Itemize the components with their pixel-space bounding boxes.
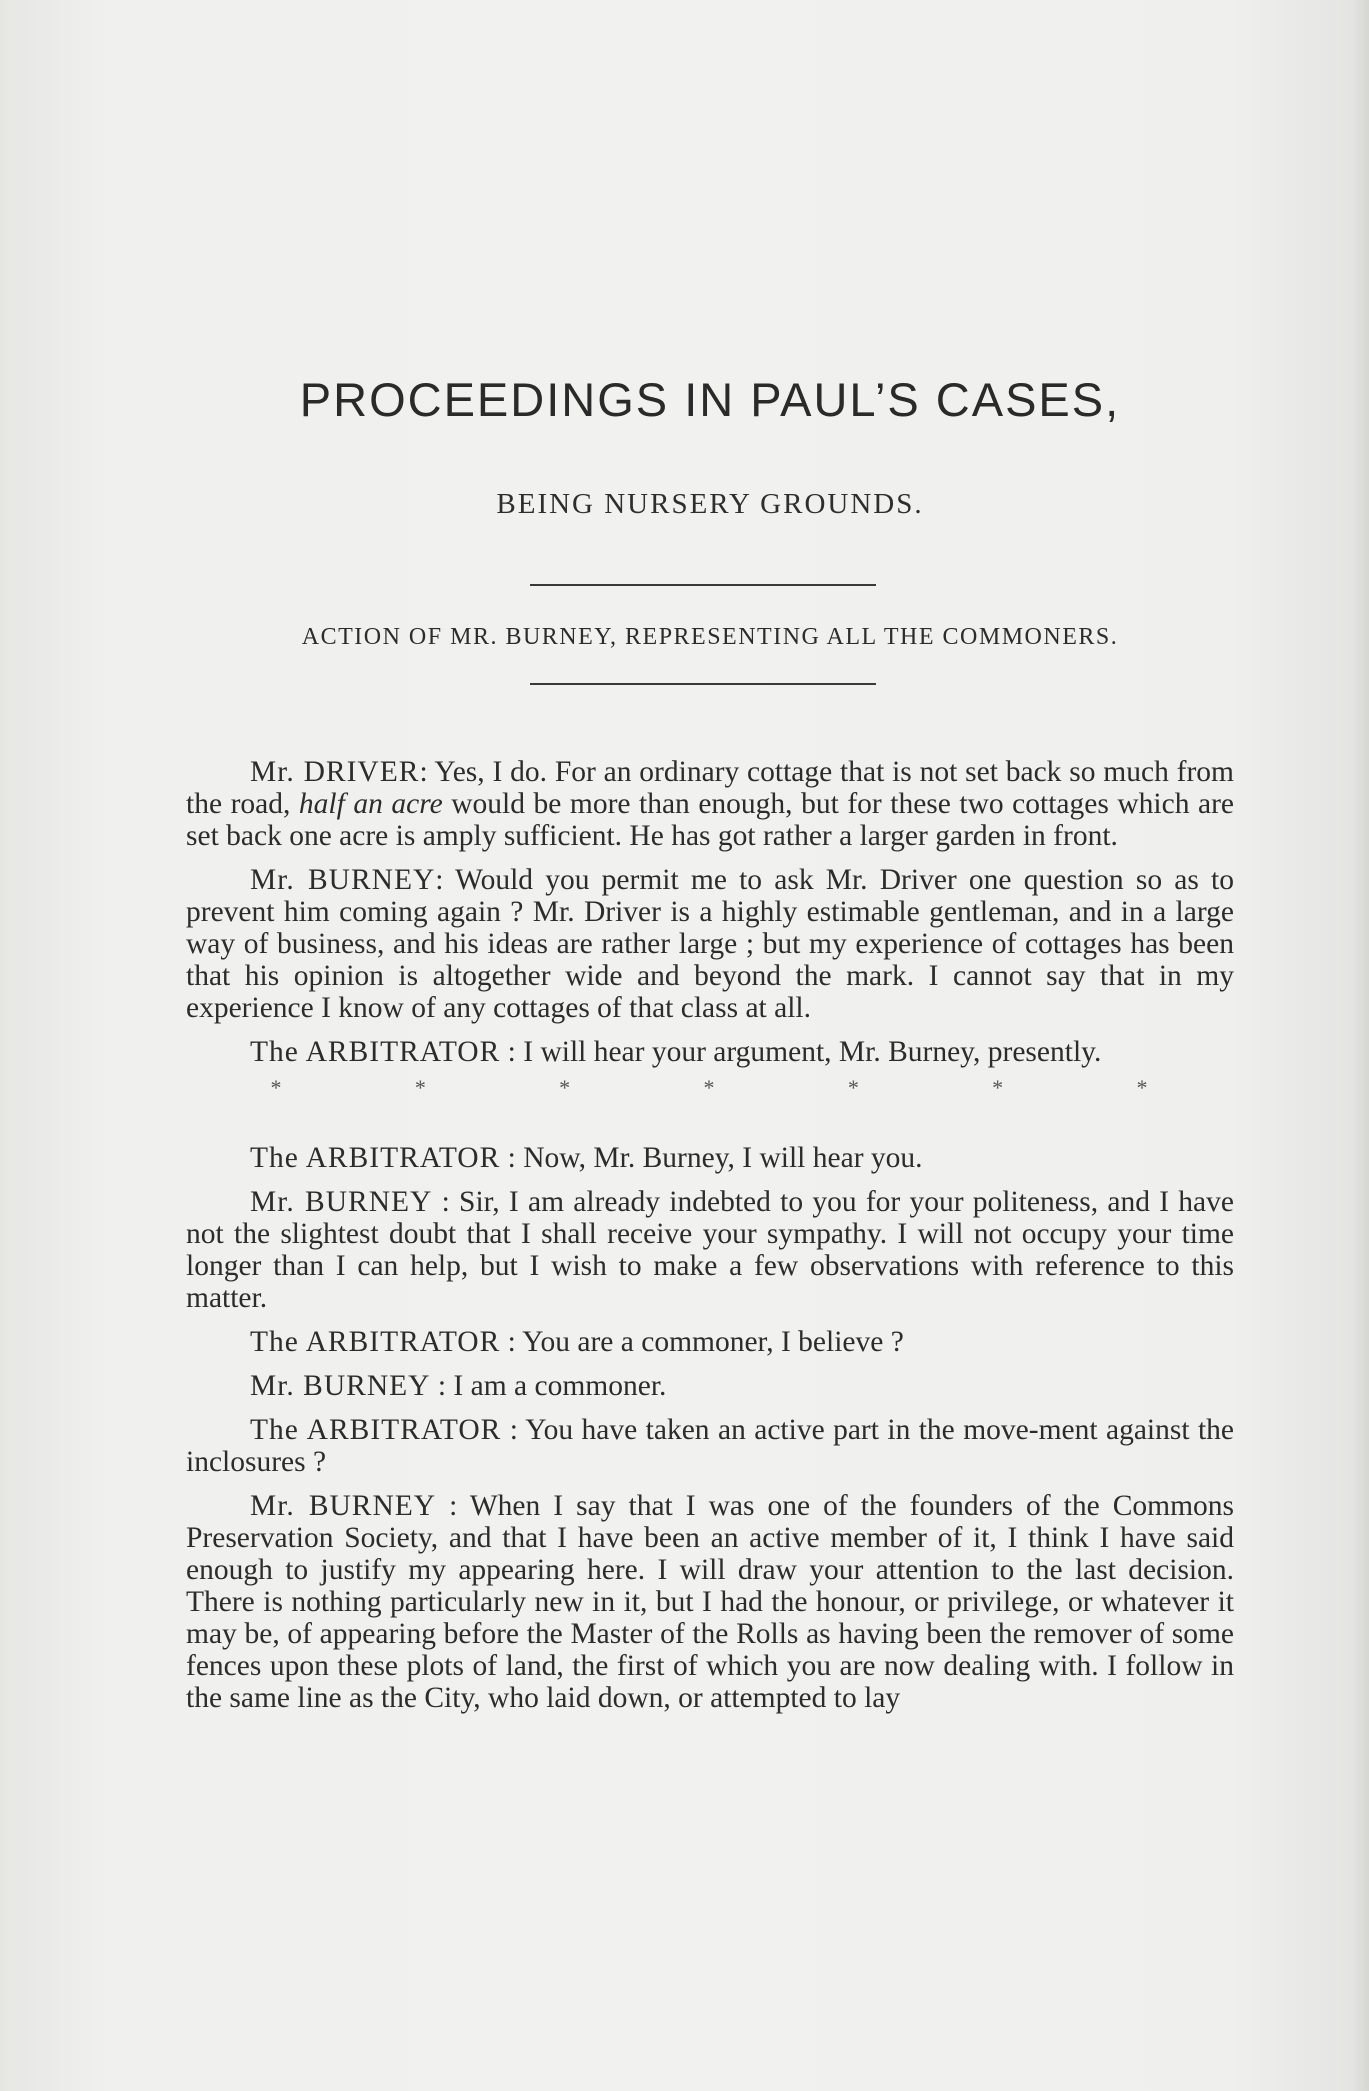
- speaker-name: Mr. BURNEY: [250, 1370, 431, 1402]
- asterisk: *: [703, 1075, 715, 1100]
- document-title: PROCEEDINGS IN PAUL’S CASES,: [299, 373, 1121, 426]
- asterisk: *: [414, 1075, 426, 1100]
- paragraph: [186, 1036, 1234, 1068]
- paragraph-text: : Yes, I do. For an ordinary cottage that is not set back so much from the road,: [186, 756, 1234, 820]
- paragraph-text: would be more than enough, but for these two cottages which are set back one acre is amply sufficient. He has got rather a larger garden in front.: [186, 788, 1234, 852]
- asterisk: *: [992, 1075, 1004, 1100]
- asterisk: *: [270, 1075, 282, 1100]
- paragraph-text: : When I say that I was one of the founders of the Commons Preservation Society, and that I have been an active member of it, I think I have said enough to justify my appearing here. I will draw your attention to the last decision. There is nothing particularly new in it, but I had the honour, or privilege, or whatever it may be, of appearing before the Master of the Rolls as having been the remover of some fences upon these plots of land, the first of which you are now dealing with. I follow in the same line as the City, who laid down, or attempted to lay: [186, 1490, 1234, 1714]
- paragraph: [186, 1370, 1234, 1402]
- paragraph-text: : I am a commoner.: [430, 1370, 667, 1402]
- paragraph: [186, 1186, 1234, 1314]
- paragraph: [186, 1142, 1234, 1174]
- section-separator: [186, 1072, 1234, 1104]
- document-subtitle: BEING NURSERY GROUNDS.: [496, 488, 924, 520]
- paragraph: [186, 864, 1234, 1024]
- paragraph-text: : You are a commoner, I believe ?: [500, 1326, 904, 1358]
- speaker-name: Mr. DRIVER: [250, 756, 420, 788]
- speaker-name: The ARBITRATOR: [250, 1414, 502, 1446]
- asterisk: *: [559, 1075, 571, 1100]
- speaker-name: The ARBITRATOR: [250, 1326, 501, 1358]
- paragraph-text: : I will hear your argument, Mr. Burney, presently.: [500, 1036, 1102, 1068]
- paragraph: [186, 1414, 1234, 1478]
- top-rule: [530, 584, 876, 586]
- paragraph-text: : Sir, I am already indebted to you for your politeness, and I have not the slightest doubt that I shall receive your sympathy. I will not occupy your time longer than I can help, but I wish to make a few observations with reference to this matter.: [186, 1186, 1234, 1314]
- asterisk: *: [1136, 1075, 1148, 1100]
- body-text: [186, 756, 1234, 1726]
- bottom-rule: [530, 683, 876, 685]
- italic-text: half an acre: [298, 788, 443, 820]
- action-heading: ACTION OF MR. BURNEY, REPRESENTING ALL THE COMMONERS.: [301, 624, 1119, 650]
- speaker-name: Mr. BURNEY: [250, 1186, 433, 1218]
- speaker-name: The ARBITRATOR: [250, 1142, 501, 1174]
- paragraph-text: : Would you permit me to ask Mr. Driver one question so as to prevent him coming again ? Mr. Driver is a highly estimable gentleman, and in a large way of business, and his ideas are rather large ; but my experience of cottages has been that his opinion is altogether wide and beyond the mark. I cannot say that in my experience I know of any cottages of that class at all.: [186, 864, 1234, 1024]
- speaker-name: Mr. BURNEY: [250, 864, 436, 896]
- paragraph-text: : Now, Mr. Burney, I will hear you.: [500, 1142, 923, 1174]
- speaker-name: The ARBITRATOR: [250, 1036, 501, 1068]
- page-edge-shadow: [1351, 0, 1369, 2091]
- speaker-name: Mr. BURNEY: [250, 1490, 437, 1522]
- asterisk: *: [847, 1075, 859, 1100]
- paragraph: [186, 1490, 1234, 1714]
- paragraph-text: : You have taken an active part in the move-ment against the inclosures ?: [186, 1414, 1234, 1478]
- paragraph: [186, 1326, 1234, 1358]
- paragraph: [186, 756, 1234, 852]
